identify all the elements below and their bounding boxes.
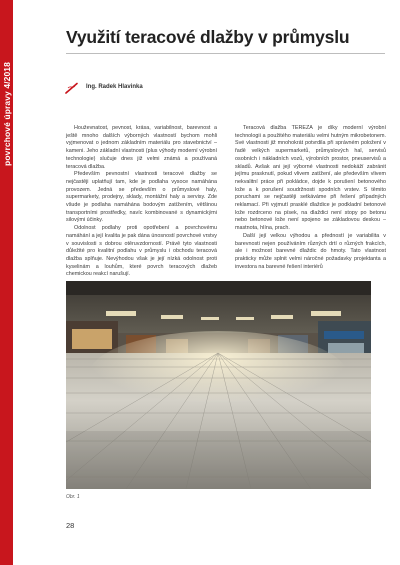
paragraph: Odolnost podlahy proti opotřebení a povrchovému namáhání a její kvalita je pak dána únosností povrchové vrstvy v souvislosti s dobrou otěruvzdorností. Právě tyto vlastnosti důležité pro kvalitní podlahu v průmyslu i obchodu teracová dlažba splňuje. Nevýhodou však je její nízká odolnost proti kyselinám a louhům, které povrch teracových dlažeb chemickou reakcí narušují. (66, 225, 217, 278)
page-number: 28 (66, 521, 75, 530)
sidebar-label-text: povrchové úpravy 4/2018 (1, 62, 12, 166)
author-name: Ing. Radek Hlavinka (86, 84, 143, 90)
paragraph: Další její velkou výhodou a předností je variabilita v barevnosti nejen používáním různých drtí o různých frakcích, ale i možnost barevné dlaždic do hmoty. Tato vlastnost prakticky může splnit velmi náročné požadavky projektanta a investora na barevné řešení interiérů (235, 232, 386, 270)
pen-icon (64, 82, 80, 94)
paragraph: Především pevnostní vlastnosti teracové dlažby se nejčastěji uplatňují tam, kde je podlaha vysoce namáhána provozem. Jedná se především o průmyslové haly, supermarkety, prodejny, sklady, montážní haly a servisy. Zde všude je podlaha namáhána bodovým zatížením, většinou transportními prostředky, navíc kombinované s dynamickými silovými účinky. (66, 171, 217, 224)
paragraph: Houževnatost, pevnost, krása, variabilnost, barevnost a ještě mnoho dalších výborných vlastností bychom mohli vyjmenovat o jednom základním materiálu pro stavebnictví – kameni. Jeho základní vlastnosti (plus výhody moderní výrobní technologie) slučuje dnes již velmi známá a používaná teracová dlažba. (66, 125, 217, 170)
paragraph: Teracová dlažba TEREZA je díky moderní výrobní technologii a použitého materiálu velmi hutným mikrobetonem. Své vlastnosti již mnohokrát potvrdila při správném položení v řadě velkých supermarketů, průmyslových hal, servisů osobních i nákladních vozů, výrobních prostor, pneuservisů a skladů. Avšak ani její výborné vlastnosti nedokáží zabránit jejímu prasknutí, pokud vlivem zatížení, ale především vlivem nekvalitní práce při pokládce, dojde k porušení betonového lože a k porušení soudržnosti spodních vrstev. S těmito poruchami se nejčastěji setkáváme při řešení případných reklamací. Při vyjmutí prasklé dlaždice je podkladní betonové lože rozdrceno na písek, na dlaždici není stopy po betonu nebo betonové lože není spojeno se základovou deskou – mastnota, hlína, prach. (235, 125, 386, 232)
article-title: Využití teracové dlažby v průmyslu (66, 27, 350, 47)
title-divider (66, 53, 385, 54)
sidebar-label (0, 34, 13, 194)
article-column-right (235, 125, 386, 271)
article-photo-supermarket-floor (66, 281, 371, 489)
article-column-left (66, 125, 217, 279)
figure-caption: Obr. 1 (66, 494, 80, 500)
